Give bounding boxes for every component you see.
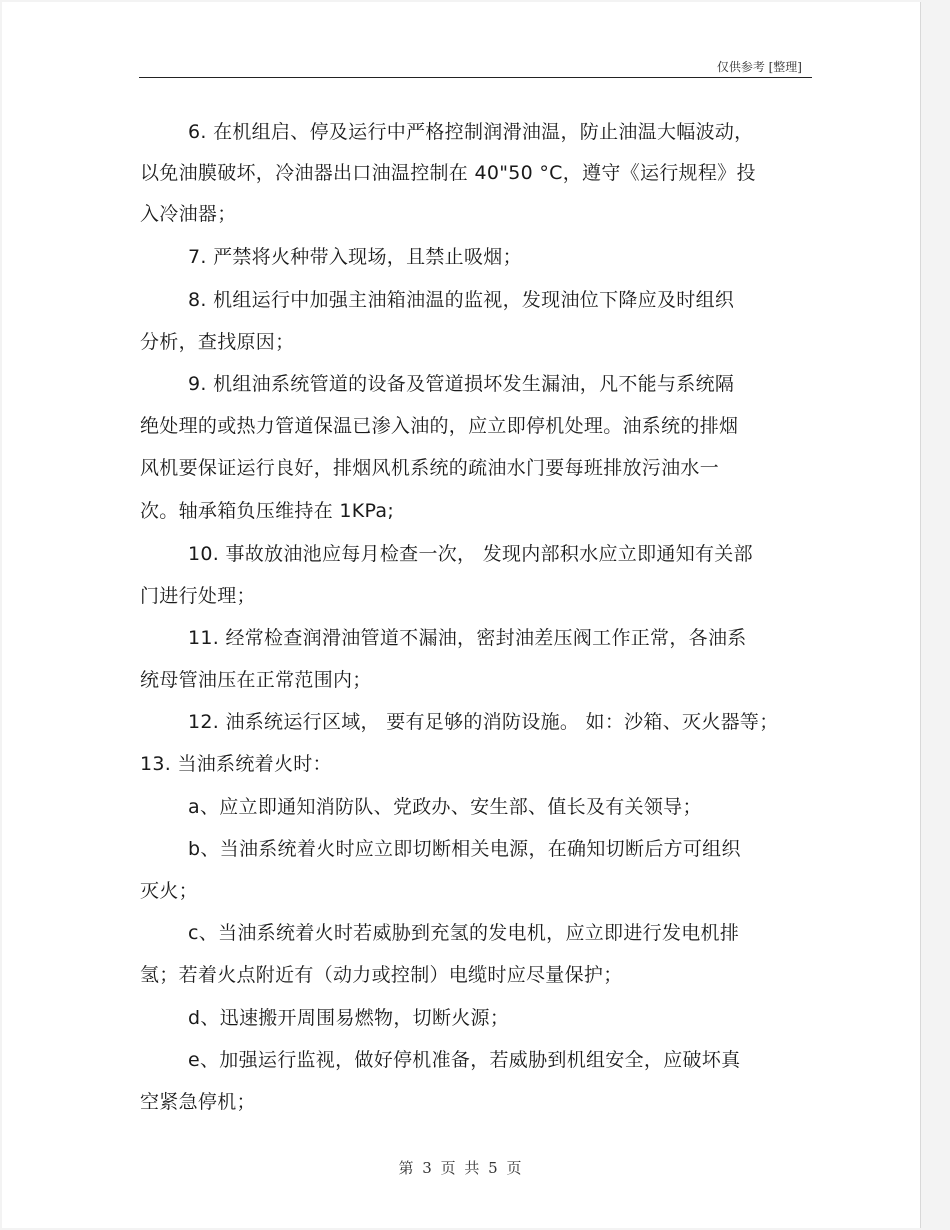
document-page [2,2,921,1228]
paragraph-line: 入冷油器； [140,203,237,225]
header-divider [139,77,812,78]
paragraph-line: d、迅速搬开周围易燃物，切断火源； [188,1007,510,1029]
paragraph-line: 统母管油压在正常范围内； [140,669,372,691]
paragraph-line: 空紧急停机； [140,1091,256,1113]
paragraph-line: c、当油系统着火时若威胁到充氢的发电机，应立即进行发电机排 [188,922,740,944]
paragraph-line: 以免油膜破坏，冷油器出口油温控制在 40"50 °C，遵守《运行规程》投 [140,162,756,184]
page-number: 第 3 页 共 5 页 [398,1159,524,1177]
paragraph-line: 9. 机组油系统管道的设备及管道损坏发生漏油，凡不能与系统隔 [188,373,735,395]
paragraph-line: 次。轴承箱负压维持在 1KPa; [140,500,395,522]
paragraph-line: e、加强运行监视，做好停机准备，若威胁到机组安全，应破坏真 [188,1049,741,1071]
paragraph-line: b、当油系统着火时应立即切断相关电源，在确知切断后方可组织 [188,838,741,860]
paragraph-line: 氢；若着火点附近有（动力或控制）电缆时应尽量保护； [140,964,623,986]
paragraph-line: 风机要保证运行良好，排烟风机系统的疏油水门要每班排放污油水一 [140,457,720,479]
paragraph-line: 绝处理的或热力管道保温已渗入油的，应立即停机处理。油系统的排烟 [140,415,739,437]
paragraph-line: 11. 经常检查润滑油管道不漏油，密封油差压阀工作正常，各油系 [188,627,747,649]
paragraph-line: 门进行处理； [140,585,256,607]
paragraph-line: 分析，查找原因； [140,331,295,353]
paragraph-line: 灭火； [140,880,198,902]
paragraph-line: 10. 事故放油池应每月检查一次， 发现内部积水应立即通知有关部 [188,543,753,565]
header-note: 仅供参考 [整理] [716,60,802,74]
paragraph-line: 7. 严禁将火种带入现场，且禁止吸烟； [188,246,522,268]
paragraph-line: 8. 机组运行中加强主油箱油温的监视，发现油位下降应及时组织 [188,289,735,311]
paragraph-line: 6. 在机组启、停及运行中严格控制润滑油温，防止油温大幅波动， [188,121,754,143]
paragraph-line: 13. 当油系统着火时： [140,753,332,775]
paragraph-line: 12. 油系统运行区域， 要有足够的消防设施。 如：沙箱、灭火器等； [188,711,779,733]
paragraph-line: a、应立即通知消防队、党政办、安生部、值长及有关领导； [188,796,702,818]
